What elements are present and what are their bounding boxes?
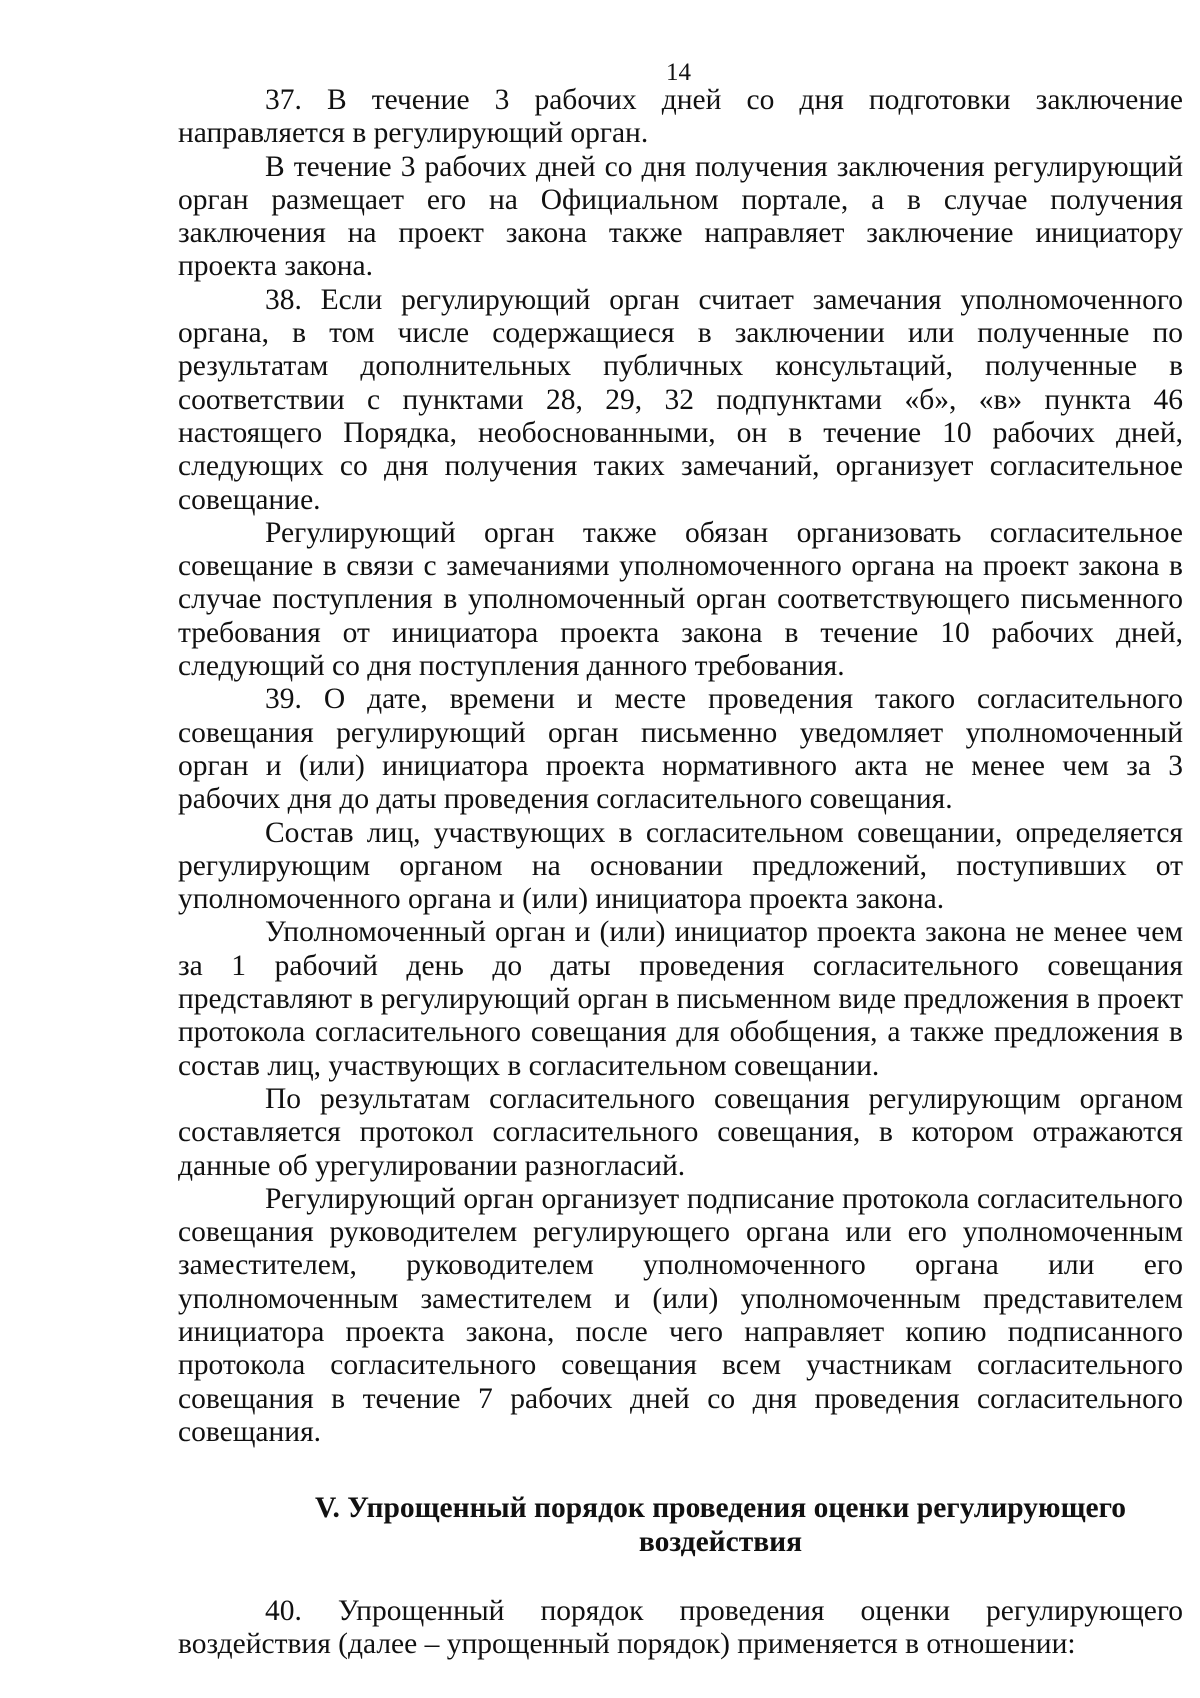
paragraph-37-part-2: В течение 3 рабочих дней со дня получения заключения регулирующий орган размещает его на Официальном портале, а в случае получения заключения на проект закона также направляет заключение инициатору проекта закона. [178, 150, 1183, 283]
paragraph-37: 37. В течение 3 рабочих дней со дня подготовки заключение направляется в регулирующий орган. [178, 84, 1183, 150]
paragraph-39: 39. О дате, времени и месте проведения такого согласительного совещания регулирующий орган письменно уведомляет уполномоченный орган и (или) инициатора проекта нормативного акта не менее чем за 3 рабочих дня до даты проведения согласительного совещания. [178, 683, 1183, 816]
paragraph-39-part-4: По результатам согласительного совещания регулирующим органом составляется протокол согласительного совещания, в котором отражаются данные об урегулировании разногласий. [178, 1082, 1183, 1182]
paragraph-38-part-2: Регулирующий орган также обязан организовать согласительное совещание в связи с замечаниями уполномоченного органа на проект закона в случае поступления в уполномоченный орган соответствующего письменного требования от инициатора проекта закона в течение 10 рабочих дней, следующий со дня поступления данного требования. [178, 516, 1183, 683]
paragraph-38: 38. Если регулирующий орган считает замечания уполномоченного органа, в том числе содержащиеся в заключении или полученные по результатам дополнительных публичных консультаций, полученные в соответствии с пунктами 28, 29, 32 подпунктами «б», «в» пункта 46 настоящего Порядка, необоснованными, он в течение 10 рабочих дней, следующих со дня получения таких замечаний, организует согласительное совещание. [178, 283, 1183, 516]
document-body [178, 84, 1183, 1662]
paragraph-39-part-5: Регулирующий орган организует подписание протокола согласительного совещания руководителем регулирующего органа или его уполномоченным заместителем, руководителем уполномоченного органа или его уполномоченным заместителем и (или) уполномоченным представителем инициатора проекта закона, после чего направляет копию подписанного протокола согласительного совещания всем участникам согласительного совещания в течение 7 рабочих дней со дня проведения согласительного совещания. [178, 1182, 1183, 1448]
paragraph-39-part-2: Состав лиц, участвующих в согласительном совещании, определяется регулирующим органом на основании предложений, поступивших от уполномоченного органа и (или) инициатора проекта закона. [178, 816, 1183, 916]
paragraph-39-part-3: Уполномоченный орган и (или) инициатор проекта закона не менее чем за 1 рабочий день до даты проведения согласительного совещания представляют в регулирующий орган в письменном виде предложения в проект протокола согласительного совещания для обобщения, а также предложения в состав лиц, участвующих в согласительном совещании. [178, 916, 1183, 1082]
page-number: 14 [666, 59, 691, 86]
section-heading: V. Упрощенный порядок проведения оценки регулирующего воздействия [315, 1492, 1126, 1559]
paragraph-40: 40. Упрощенный порядок проведения оценки регулирующего воздействия (далее – упрощенный порядок) применяется в отношении: [178, 1595, 1183, 1661]
